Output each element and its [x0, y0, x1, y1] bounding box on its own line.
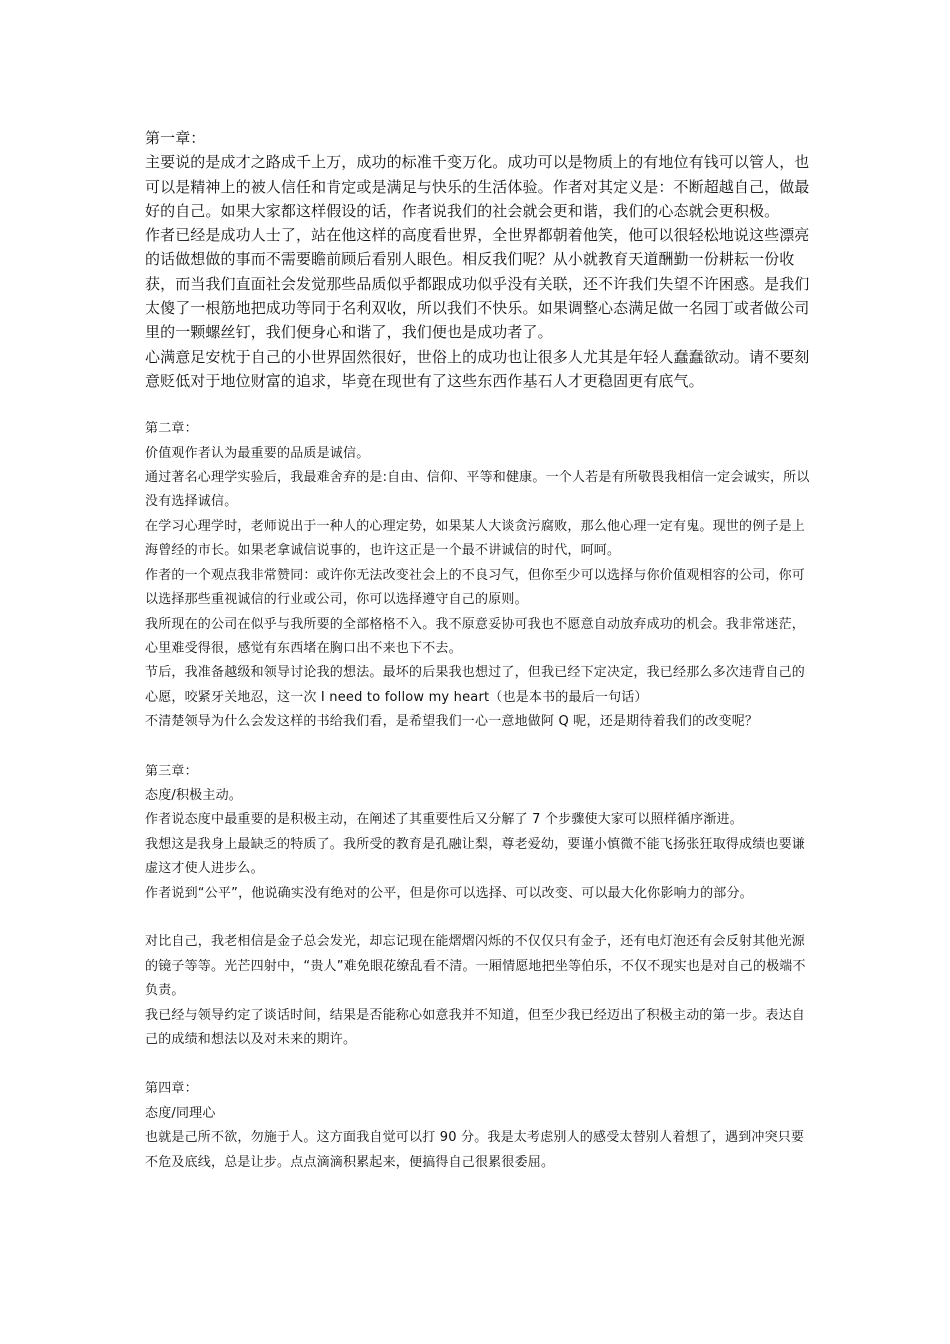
- chapter-heading: 第四章：: [145, 1081, 198, 1097]
- chapter-heading: 第二章：: [145, 421, 198, 437]
- document-page: [145, 126, 815, 1175]
- paragraph: 作者说到“公平”，他说确实没有绝对的公平，但是你可以选择、可以改变、可以最大化你影响力的部分。: [145, 885, 753, 901]
- chapter-heading: 第一章：: [145, 129, 206, 147]
- paragraph: 不清楚领导为什么会发这样的书给我们看，是希望我们一心一意地做阿 Q 呢，还是期待着我们的改变呢？: [145, 714, 759, 730]
- paragraph: 节后，我准备越级和领导讨论我的想法。最坏的后果我也想过了，但我已经下定决定，我已经那么多次违背自己的心愿，咬紧牙关地忍，这一次 I need to follow my heart（也是本书的最后一句话）: [145, 665, 806, 705]
- paragraph: 我已经与领导约定了谈话时间，结果是否能称心如意我并不知道，但至少我已经迈出了积极主动的第一步。表达自己的成绩和想法以及对未来的期许。: [145, 1007, 806, 1047]
- paragraph: 心满意足安枕于自己的小世界固然很好，世俗上的成功也让很多人尤其是年轻人蠢蠢欲动。请不要刻意贬低对于地位财富的追求，毕竟在现世有了这些东西作基石人才更稳固更有底气。: [145, 347, 810, 390]
- paragraph: 态度/同理心: [145, 1105, 216, 1121]
- paragraph: 通过著名心理学实验后，我最难舍弃的是:自由、信仰、平等和健康。一个人若是有所敬畏我相信一定会诚实，所以没有选择诚信。: [145, 470, 810, 510]
- section-gap: [145, 393, 815, 417]
- paragraph: 作者说态度中最重要的是积极主动，在阐述了其重要性后又分解了 7 个步骤使大家可以照样循序渐进。: [145, 812, 743, 828]
- section-gap: [145, 735, 815, 760]
- paragraph: 态度/积极主动。: [145, 787, 242, 803]
- paragraph: 在学习心理学时，老师说出于一种人的心理定势，如果某人大谈贪污腐败，那么他心理一定有鬼。现世的例子是上海曾经的市长。如果老拿诚信说事的，也许这正是一个最不讲诚信的时代，呵呵。: [145, 518, 806, 559]
- paragraph: 对比自己，我老相信是金子总会发光，却忘记现在能熠熠闪烁的不仅仅只有金子，还有电灯泡还有会反射其他光源的镜子等等。光芒四射中，“贵人”难免眼花缭乱看不清。一厢情愿地把坐等伯乐，不仅不现实也是对自己的极端不负责。: [145, 934, 806, 999]
- paragraph: 也就是己所不欲，勿施于人。这方面我自觉可以打 90 分。我是太考虑别人的感受太替别人着想了，遇到冲突只要不危及底线，总是让步。点点滴滴积累起来，便搞得自己很累很委屈。: [145, 1130, 805, 1170]
- paragraph: 价值观作者认为最重要的品质是诚信。: [145, 445, 370, 461]
- paragraph: 主要说的是成才之路成千上万，成功的标准千变万化。成功可以是物质上的有地位有钱可以管人，也可以是精神上的被人信任和肯定或是满足与快乐的生活体验。作者对其定义是：不断超越自己，做最好的自己。如果大家都这样假设的话，作者说我们的社会就会更和谐，我们的心态就会更积极。: [145, 153, 810, 220]
- blank-line: [145, 906, 815, 930]
- chapter-3: [145, 760, 815, 1053]
- paragraph: 我想这是我身上最缺乏的特质了。我所受的教育是孔融让梨，尊老爱幼，要谨小慎微不能飞扬张狂取得成绩也要谦虚这才使人进步么。: [145, 836, 806, 877]
- chapter-1: [145, 126, 815, 393]
- paragraph: 我所现在的公司在似乎与我所要的全部格格不入。我不原意妥协可我也不愿意自动放弃成功的机会。我非常迷茫，心里难受得很，感觉有东西堵在胸口出不来也下不去。: [145, 616, 806, 656]
- paragraph: 作者已经是成功人士了，站在他这样的高度看世界，全世界都朝着他笑，他可以很轻松地说这些漂亮的话做想做的事而不需要瞻前顾后看别人眼色。相反我们呢？从小就教育天道酬勤一份耕耘一份收获，而当我们直面社会发觉那些品质似乎都跟成功似乎没有关联，还不许我们失望不许困惑。是我们太傻了一根筋地把成功等同于名利双收，所以我们不快乐。如果调整心态满足做一名园丁或者做公司里的一颗螺丝钉，我们便身心和谐了，我们便也是成功者了。: [145, 226, 810, 342]
- chapter-4: [145, 1077, 815, 1175]
- paragraph: 作者的一个观点我非常赞同：或许你无法改变社会上的不良习气，但你至少可以选择与你价值观相容的公司，你可以选择那些重视诚信的行业或公司，你可以选择遵守自己的原则。: [145, 567, 806, 608]
- section-gap: [145, 1052, 815, 1077]
- chapter-heading: 第三章：: [145, 763, 198, 779]
- chapter-2: [145, 417, 815, 734]
